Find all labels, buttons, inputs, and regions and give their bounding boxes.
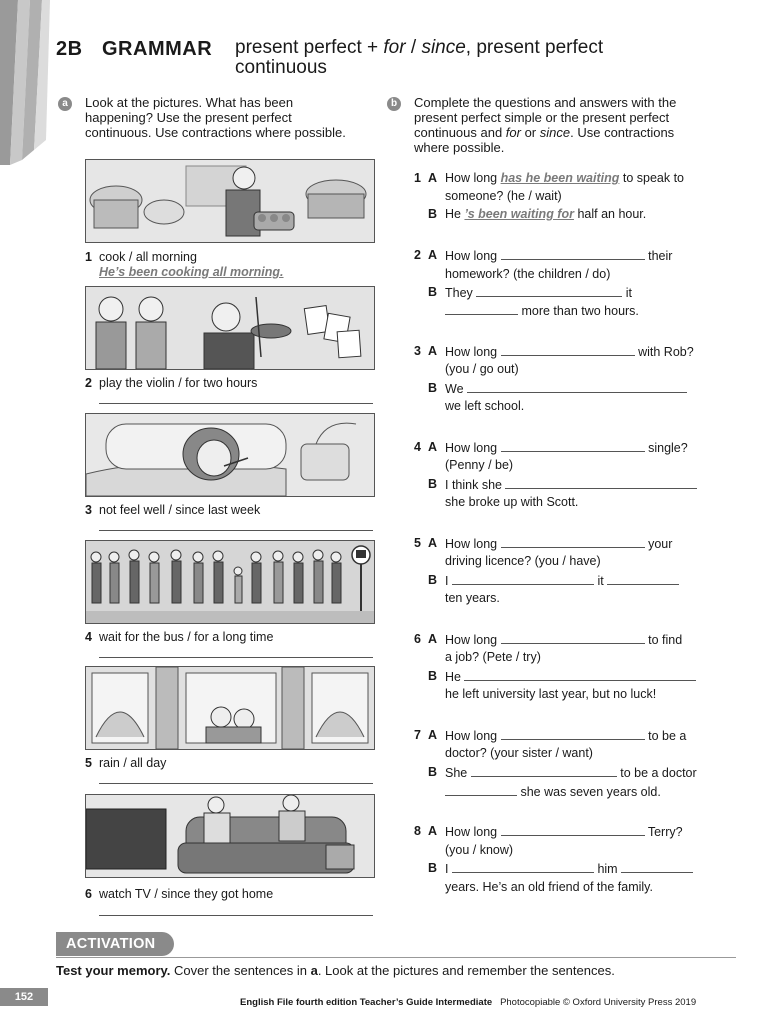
q4-blank-b[interactable]: [505, 477, 697, 489]
item-5-answer-line[interactable]: [99, 783, 373, 784]
q5-blank-b1[interactable]: [452, 573, 594, 585]
picture-sick-in-bed: [85, 413, 375, 497]
item-5-number: 5: [85, 756, 92, 770]
item-6-prompt: watch TV / since they got home: [99, 887, 274, 901]
q1-answer-a: has he been waiting: [500, 171, 620, 185]
q2-blank-b1[interactable]: [476, 285, 622, 297]
activation-divider: [56, 957, 736, 958]
item-1-number: 1: [85, 250, 92, 264]
q2-blank-a[interactable]: [501, 248, 645, 260]
q8-blank-b2[interactable]: [621, 861, 693, 873]
q5-blank-b2[interactable]: [607, 573, 679, 585]
q7-blank-a[interactable]: [501, 728, 645, 740]
picture-cooking: [85, 159, 375, 243]
section-label: GRAMMAR: [102, 38, 213, 60]
q5-blank-a[interactable]: [501, 536, 645, 548]
unit-code: 2B: [56, 38, 83, 60]
q7-blank-b1[interactable]: [471, 765, 617, 777]
item-4-number: 4: [85, 630, 92, 644]
item-2-answer-line[interactable]: [99, 403, 373, 404]
q4-blank-a[interactable]: [501, 440, 645, 452]
item-1-answer: He’s been cooking all morning.: [99, 265, 284, 279]
picture-bus-queue: [85, 540, 375, 624]
title-subtitle: present perfect + for / since, present perfect continuous: [235, 37, 604, 78]
item-1-prompt: cook / all morning: [99, 250, 197, 264]
q8-blank-a[interactable]: [501, 824, 645, 836]
q6-blank-b[interactable]: [464, 669, 696, 681]
footer-text: English File fourth edition Teacher’s Guide Intermediate Photocopiable © Oxford University Press 2019: [240, 997, 697, 1008]
q8-blank-b1[interactable]: [452, 861, 594, 873]
item-3-number: 3: [85, 503, 92, 517]
activation-label: ACTIVATION: [56, 932, 174, 956]
item-3-answer-line[interactable]: [99, 530, 373, 531]
q3-blank-b[interactable]: [467, 381, 687, 393]
q6-blank-a[interactable]: [501, 632, 645, 644]
item-6-number: 6: [85, 887, 92, 901]
picture-watching-tv: [85, 794, 375, 878]
q3-blank-a[interactable]: [501, 344, 635, 356]
exercise-a-badge: a: [58, 97, 72, 111]
corner-decoration: [0, 0, 50, 165]
q1-answer-b: ’s been waiting for: [464, 207, 574, 221]
exercise-b-badge: b: [387, 97, 401, 111]
page-number: 152: [0, 988, 48, 1006]
activation-text: Test your memory. Cover the sentences in a. Look at the pictures and remember the sentences.: [56, 963, 615, 978]
picture-violin: [85, 286, 375, 370]
item-4-prompt: wait for the bus / for a long time: [99, 630, 274, 644]
exercise-a-instruction: Look at the pictures. What has been happening? Use the present perfect continuous. Use contractions where possible.: [85, 95, 346, 140]
q7-blank-b2[interactable]: [445, 784, 517, 796]
item-6-answer-line[interactable]: [99, 915, 373, 916]
item-4-answer-line[interactable]: [99, 657, 373, 658]
exercise-b-instruction: Complete the questions and answers with the present perfect simple or the present perfect continuous and for or since. Use contractions where possible.: [414, 95, 677, 155]
item-3-prompt: not feel well / since last week: [99, 503, 261, 517]
item-2-prompt: play the violin / for two hours: [99, 376, 258, 390]
item-2-number: 2: [85, 376, 92, 390]
picture-rain: [85, 666, 375, 750]
item-5-prompt: rain / all day: [99, 756, 167, 770]
q2-blank-b2[interactable]: [445, 303, 518, 315]
